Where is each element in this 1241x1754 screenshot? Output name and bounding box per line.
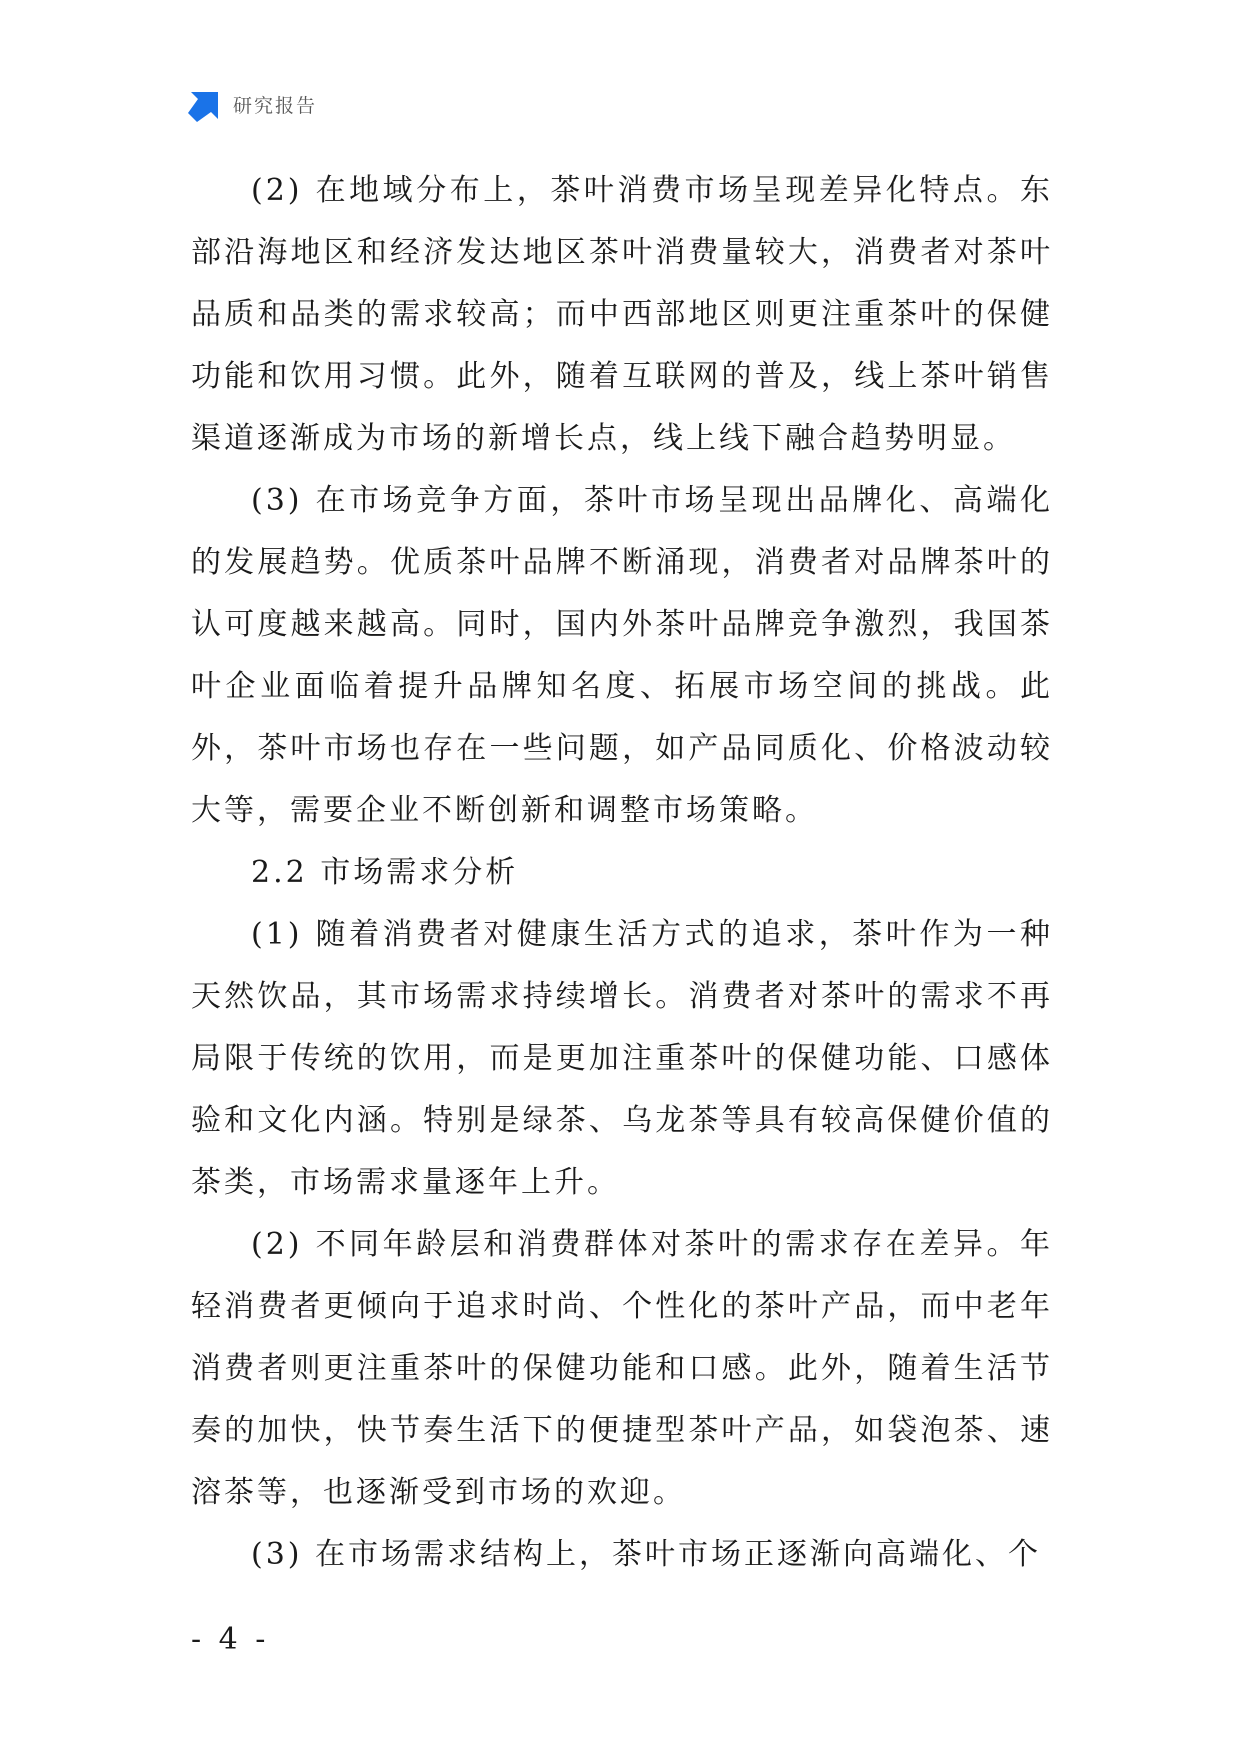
section-heading-market-demand: 2.2 市场需求分析: [251, 855, 519, 890]
page-number: - 4 -: [191, 1622, 270, 1657]
paragraph-demand-differences: (2) 不同年龄层和消费群体对茶叶的需求存在差异。年轻消费者更倾向于追求时尚、个性化的茶叶产品，而中老年消费者则更注重茶叶的保健功能和口感。此外，随着生活节奏的加快，快节奏生活下的便捷型茶叶产品，如袋泡茶、速溶茶等，也逐渐受到市场的欢迎。: [191, 1227, 1053, 1510]
report-header: [187, 88, 317, 124]
paragraph-regional-distribution: (2) 在地域分布上，茶叶消费市场呈现差异化特点。东部沿海地区和经济发达地区茶叶消费量较大，消费者对茶叶品质和品类的需求较高；而中西部地区则更注重茶叶的保健功能和饮用习惯。此外，随着互联网的普及，线上茶叶销售渠道逐渐成为市场的新增长点，线上线下融合趋势明显。: [191, 173, 1053, 456]
report-header-title: 研究报告: [233, 94, 318, 117]
paragraph-demand-structure: (3) 在市场需求结构上，茶叶市场正逐渐向高端化、个: [251, 1537, 1042, 1572]
document-body: [191, 160, 1053, 1586]
arrow-up-right-icon: [187, 89, 221, 123]
paragraph-market-competition: (3) 在市场竞争方面，茶叶市场呈现出品牌化、高端化的发展趋势。优质茶叶品牌不断涌现，消费者对品牌茶叶的认可度越来越高。同时，国内外茶叶品牌竞争激烈，我国茶叶企业面临着提升品牌知名度、拓展市场空间的挑战。此外，茶叶市场也存在一些问题，如产品同质化、价格波动较大等，需要企业不断创新和调整市场策略。: [191, 483, 1053, 828]
paragraph-demand-growth: (1) 随着消费者对健康生活方式的追求，茶叶作为一种天然饮品，其市场需求持续增长。消费者对茶叶的需求不再局限于传统的饮用，而是更加注重茶叶的保健功能、口感体验和文化内涵。特别是绿茶、乌龙茶等具有较高保健价值的茶类，市场需求量逐年上升。: [191, 917, 1053, 1200]
